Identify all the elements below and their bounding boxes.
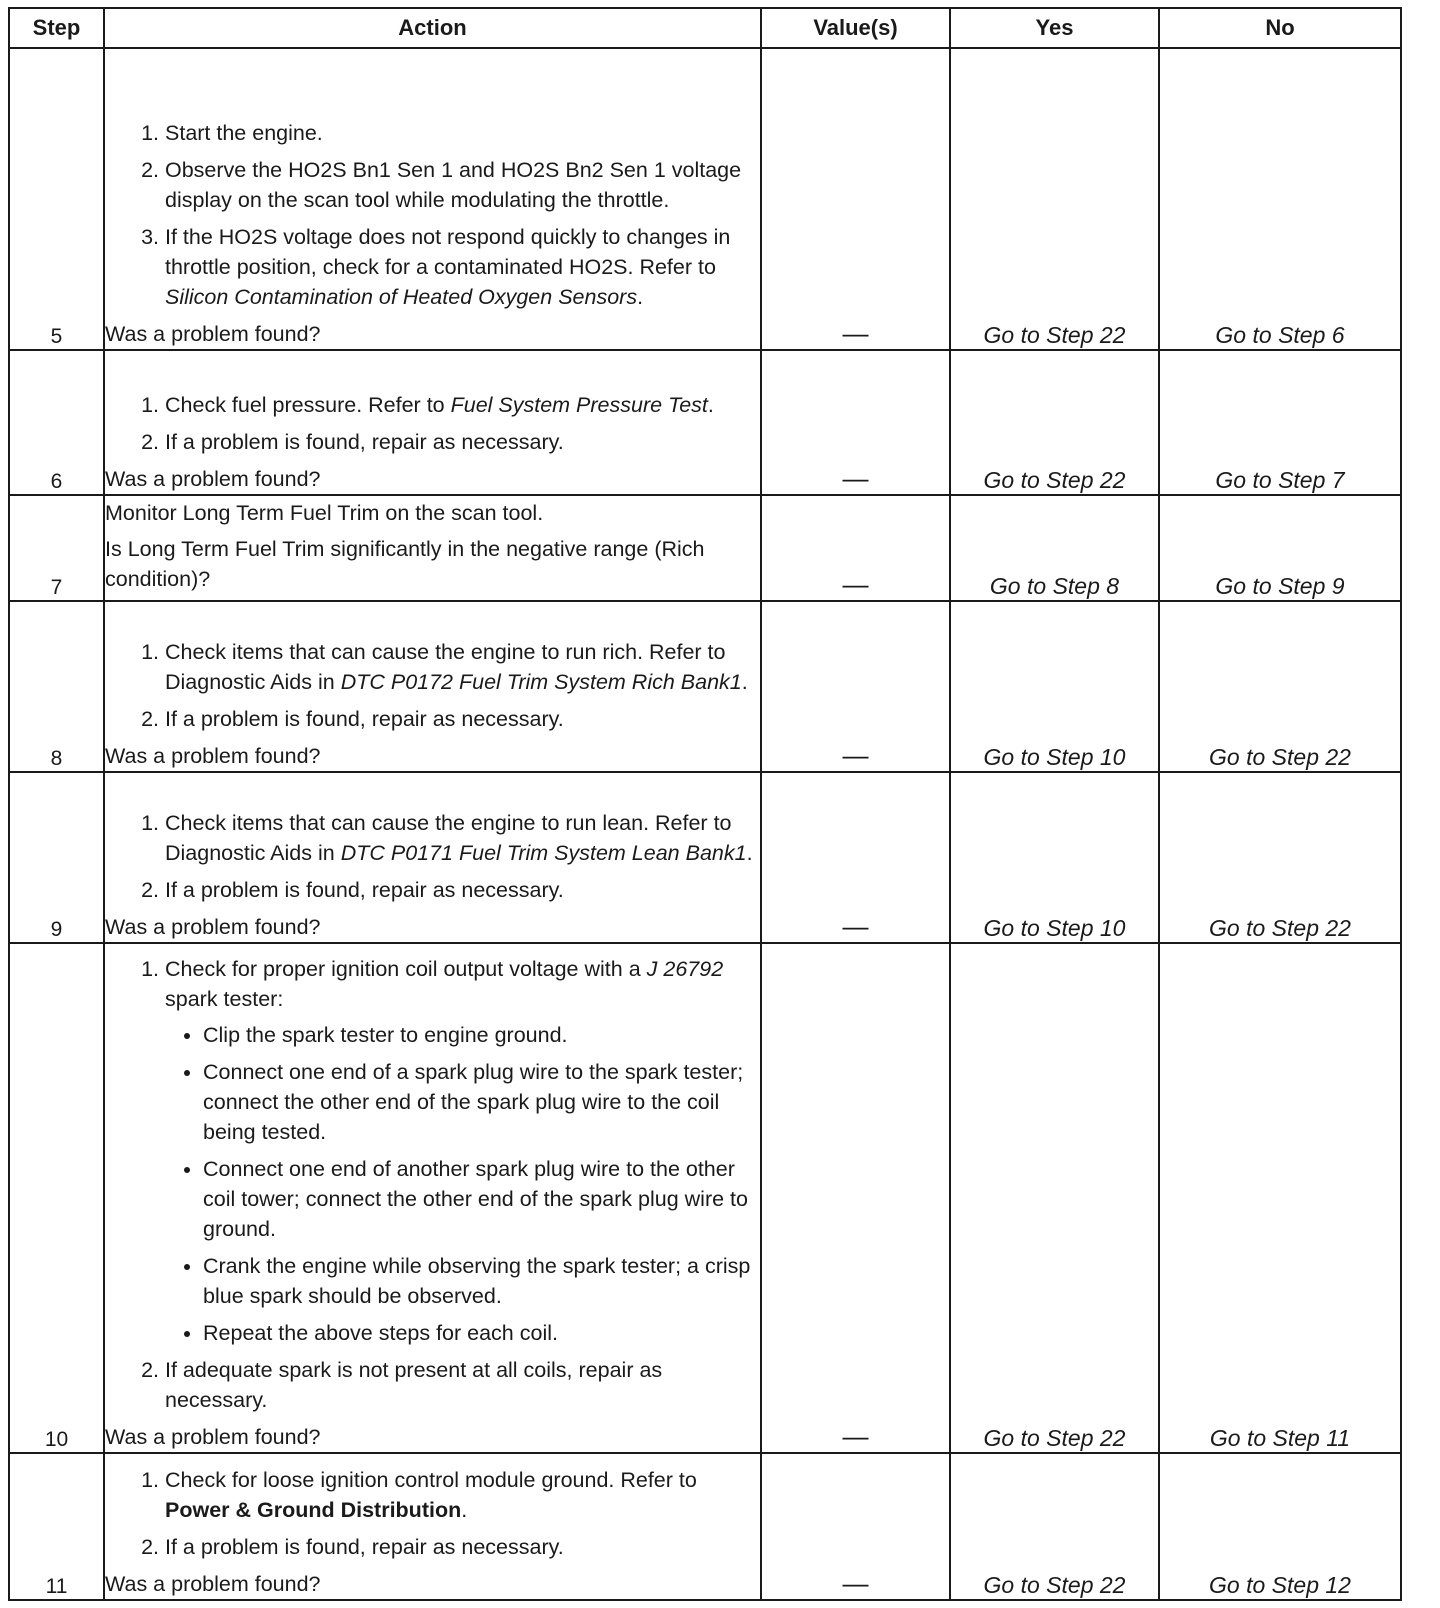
table-row: [9, 1453, 1401, 1600]
value-cell: —: [761, 495, 950, 601]
step-number: 10: [9, 943, 104, 1453]
step-text: Check fuel pressure. Refer to: [165, 392, 451, 417]
action-step: 1. Start the engine.: [165, 118, 760, 148]
reference-link: Power & Ground Distribution: [165, 1498, 462, 1522]
question: Was a problem found?: [105, 1425, 321, 1450]
action-step: [165, 222, 760, 312]
value-cell: —: [761, 772, 950, 943]
question: Was a problem found?: [105, 1572, 321, 1596]
action-step: 2. If adequate spark is not present at all coils, repair as necessary.: [165, 1355, 760, 1415]
action-text: Monitor Long Term Fuel Trim on the scan tool.: [105, 500, 544, 525]
diagnostic-table: [8, 7, 1402, 1601]
action-cell: [104, 350, 761, 495]
step-number: 11: [9, 1453, 104, 1600]
sub-step: • Connect one end of another spark plug wire to the other coil tower; connect the other end of the spark plug wire to ground.: [203, 1154, 760, 1244]
action-cell: [104, 772, 761, 943]
yes-action: Go to Step 10: [950, 601, 1159, 772]
action-steps: [105, 1465, 760, 1562]
reference-link: Fuel System Pressure Test: [450, 392, 708, 417]
action-text: Is Long Term Fuel Trim significantly in the negative range (Rich condition)?: [105, 536, 705, 591]
table-row: [9, 48, 1401, 350]
table-row: [9, 601, 1401, 772]
header-values: Value(s): [761, 8, 950, 48]
header-row: [9, 8, 1401, 48]
step-text: If the HO2S voltage does not respond quickly to changes in throttle position, check for a contaminated HO2S. Refer to: [165, 224, 731, 279]
value-cell: —: [761, 943, 950, 1453]
step-text-end: .: [637, 284, 644, 309]
table-row: [9, 772, 1401, 943]
step-number: 7: [9, 495, 104, 601]
value-cell: —: [761, 1453, 950, 1600]
action-steps: [105, 637, 760, 734]
no-action: Go to Step 22: [1159, 772, 1401, 943]
sub-step: • Connect one end of a spark plug wire to the spark tester; connect the other end of the spark plug wire to the coil being tested.: [203, 1057, 760, 1147]
action-step: [165, 954, 760, 1348]
sub-step: • Repeat the above steps for each coil.: [203, 1318, 760, 1348]
header-step: Step: [9, 8, 104, 48]
question: Was a problem found?: [105, 915, 321, 940]
yes-action: Go to Step 22: [950, 943, 1159, 1453]
action-cell: [104, 943, 761, 1453]
reference-link: Silicon Contamination of Heated Oxygen Sensors: [165, 284, 638, 309]
action-cell: [104, 495, 761, 601]
action-step: [165, 637, 760, 697]
step-text-end: .: [741, 669, 748, 694]
sub-steps: [165, 1020, 760, 1348]
action-steps: [105, 390, 760, 457]
question: Was a problem found?: [105, 466, 321, 491]
table-row: [9, 350, 1401, 495]
action-cell: [104, 48, 761, 350]
action-step: 2. If a problem is found, repair as necessary.: [165, 704, 760, 734]
no-action: Go to Step 22: [1159, 601, 1401, 772]
no-action: Go to Step 6: [1159, 48, 1401, 350]
header-no: No: [1159, 8, 1401, 48]
no-action: Go to Step 11: [1159, 943, 1401, 1453]
question: Was a problem found?: [105, 321, 321, 346]
step-number: 5: [9, 48, 104, 350]
step-text: Check items that can cause the engine to run rich. Refer to Diagnostic Aids in: [165, 639, 726, 694]
yes-action: Go to Step 22: [950, 1453, 1159, 1600]
step-text: Check for loose ignition control module ground. Refer to: [165, 1468, 697, 1492]
action-steps: [105, 808, 760, 905]
yes-action: Go to Step 8: [950, 495, 1159, 601]
value-cell: —: [761, 601, 950, 772]
action-step: 2. Observe the HO2S Bn1 Sen 1 and HO2S Bn2 Sen 1 voltage display on the scan tool while modulating the throttle.: [165, 155, 760, 215]
step-text: Check items that can cause the engine to run lean. Refer to Diagnostic Aids in: [165, 811, 732, 866]
action-cell: [104, 601, 761, 772]
action-steps: [105, 118, 760, 312]
sub-step: • Clip the spark tester to engine ground.: [203, 1020, 760, 1050]
sub-step: • Crank the engine while observing the spark tester; a crisp blue spark should be observed.: [203, 1251, 760, 1311]
yes-action: Go to Step 10: [950, 772, 1159, 943]
value-cell: —: [761, 48, 950, 350]
step-number: 8: [9, 601, 104, 772]
step-text-end: .: [707, 392, 714, 417]
action-step: 2. If a problem is found, repair as necessary.: [165, 427, 760, 457]
step-text-end: .: [461, 1498, 468, 1522]
question: Was a problem found?: [105, 743, 321, 768]
step-text-end: spark tester:: [165, 987, 284, 1012]
header-yes: Yes: [950, 8, 1159, 48]
header-action: Action: [104, 8, 761, 48]
action-steps: [105, 954, 760, 1415]
yes-action: Go to Step 22: [950, 350, 1159, 495]
reference-link: J 26792: [646, 957, 724, 982]
yes-action: Go to Step 22: [950, 48, 1159, 350]
value-cell: —: [761, 350, 950, 495]
action-step: 2. If a problem is found, repair as necessary.: [165, 875, 760, 905]
table-row: [9, 495, 1401, 601]
table-row: [9, 943, 1401, 1453]
no-action: Go to Step 9: [1159, 495, 1401, 601]
action-step: 2. If a problem is found, repair as necessary.: [165, 1532, 760, 1562]
action-step: [165, 808, 760, 868]
no-action: Go to Step 7: [1159, 350, 1401, 495]
step-text-end: .: [746, 841, 753, 866]
reference-link: DTC P0171 Fuel Trim System Lean Bank1: [340, 841, 747, 866]
action-cell: [104, 1453, 761, 1600]
step-number: 6: [9, 350, 104, 495]
step-number: 9: [9, 772, 104, 943]
step-text: Check for proper ignition coil output voltage with a: [165, 957, 647, 982]
action-step: [165, 1465, 760, 1525]
diagnostic-table-page: [8, 7, 1400, 1601]
reference-link: DTC P0172 Fuel Trim System Rich Bank1: [340, 669, 742, 694]
action-step: [165, 390, 760, 420]
no-action: Go to Step 12: [1159, 1453, 1401, 1600]
